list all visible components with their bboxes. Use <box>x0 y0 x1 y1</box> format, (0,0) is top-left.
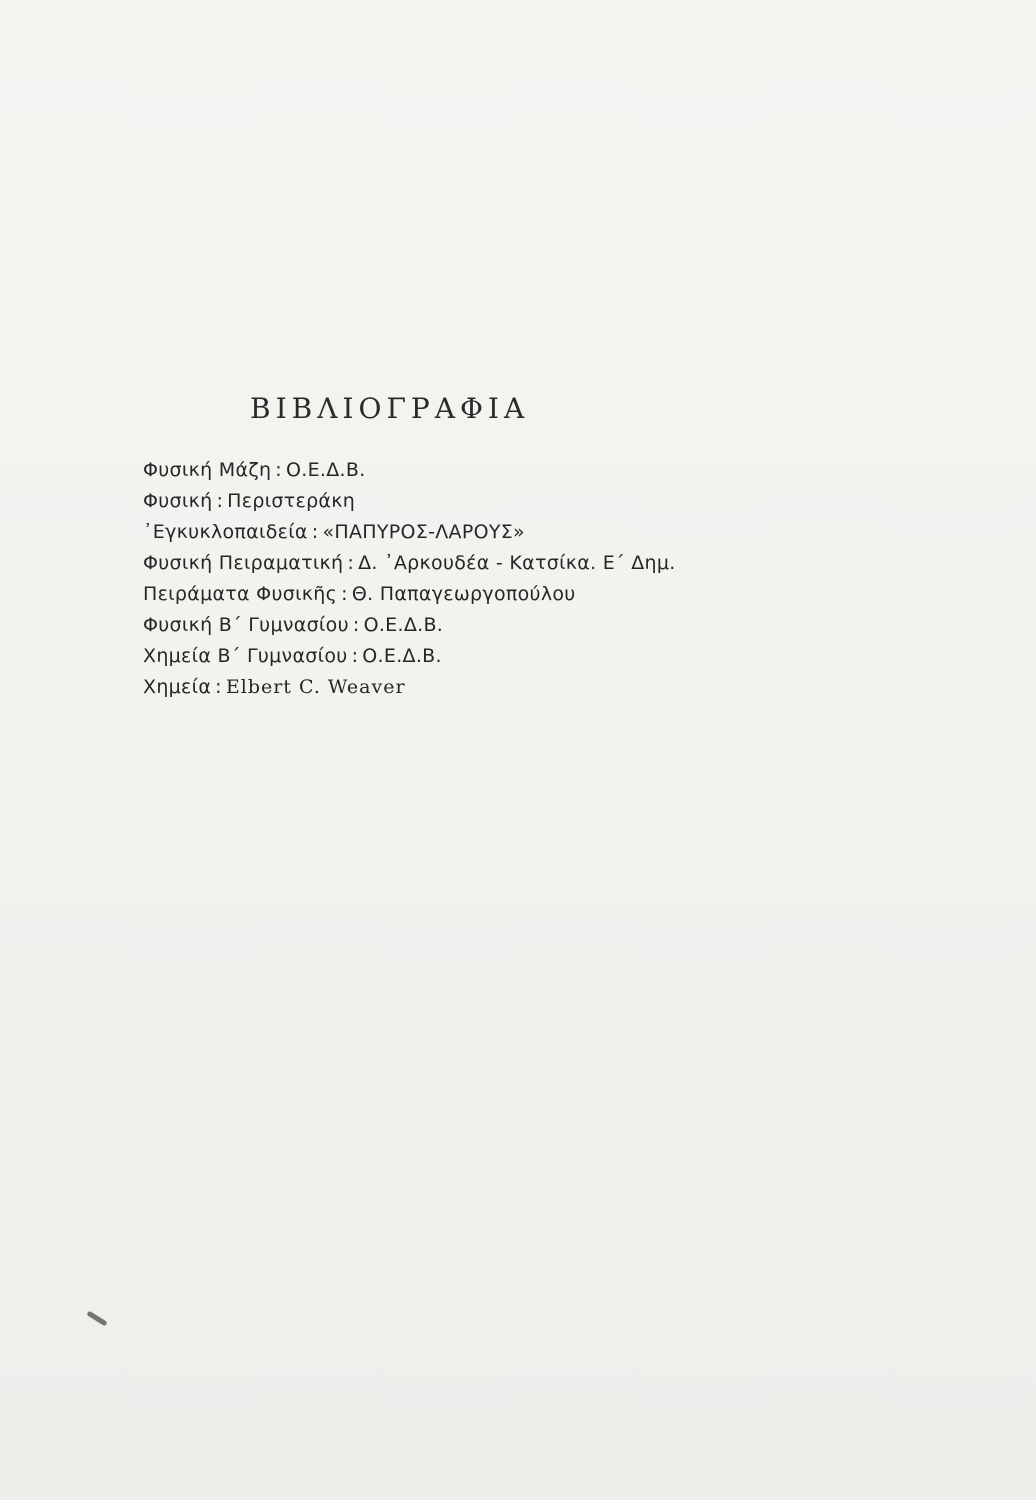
entry-separator: : <box>351 645 359 667</box>
entry-separator: : <box>311 521 319 543</box>
bibliography-entry <box>143 579 676 610</box>
entry-separator: : <box>216 490 224 512</box>
entry-work: Φυσική Β΄ Γυμνασίου <box>143 614 349 636</box>
entry-work: Χημεία Β΄ Γυμνασίου <box>143 645 348 667</box>
bibliography-list <box>143 455 676 703</box>
bibliography-entry <box>143 672 676 703</box>
bibliography-entry <box>143 486 676 517</box>
entry-work: ᾿Εγκυκλοπαιδεία <box>143 521 308 543</box>
bibliography-entry <box>143 548 676 579</box>
entry-work: Φυσική <box>143 490 213 512</box>
entry-separator: : <box>341 583 348 605</box>
page-title: ΒΙΒΛΙΟΓΡΑΦΙΑ <box>250 392 530 425</box>
bibliography-entry <box>143 517 676 548</box>
entry-source: Ο.Ε.Δ.Β. <box>286 459 366 481</box>
entry-separator: : <box>347 552 355 574</box>
bibliography-entry <box>143 641 676 672</box>
entry-source: «ΠΑΠΥΡΟΣ-ΛΑΡΟΥΣ» <box>322 521 525 543</box>
bibliography-entry <box>143 610 676 641</box>
ink-smudge <box>86 1311 107 1327</box>
entry-source: Ο.Ε.Δ.Β. <box>363 614 444 636</box>
entry-source: Elbert C. Weaver <box>225 676 406 698</box>
entry-source: Περιστεράκη <box>227 490 356 512</box>
entry-work: Χημεία <box>143 676 212 698</box>
entry-source: Ο.Ε.Δ.Β. <box>362 645 442 667</box>
entry-work: Φυσική Μάζη <box>143 459 272 481</box>
entry-source: Δ. ᾿Αρκουδέα - Κατσίκα. Ε΄ Δημ. <box>358 552 676 574</box>
bibliography-entry <box>143 455 676 486</box>
entry-work: Πειράματα Φυσικῆς <box>143 583 338 605</box>
entry-separator: : <box>352 614 360 636</box>
entry-separator: : <box>275 459 282 481</box>
entry-source: Θ. Παπαγεωργοπούλου <box>351 583 576 605</box>
entry-work: Φυσική Πειραματική <box>143 552 344 574</box>
entry-separator: : <box>215 676 222 698</box>
